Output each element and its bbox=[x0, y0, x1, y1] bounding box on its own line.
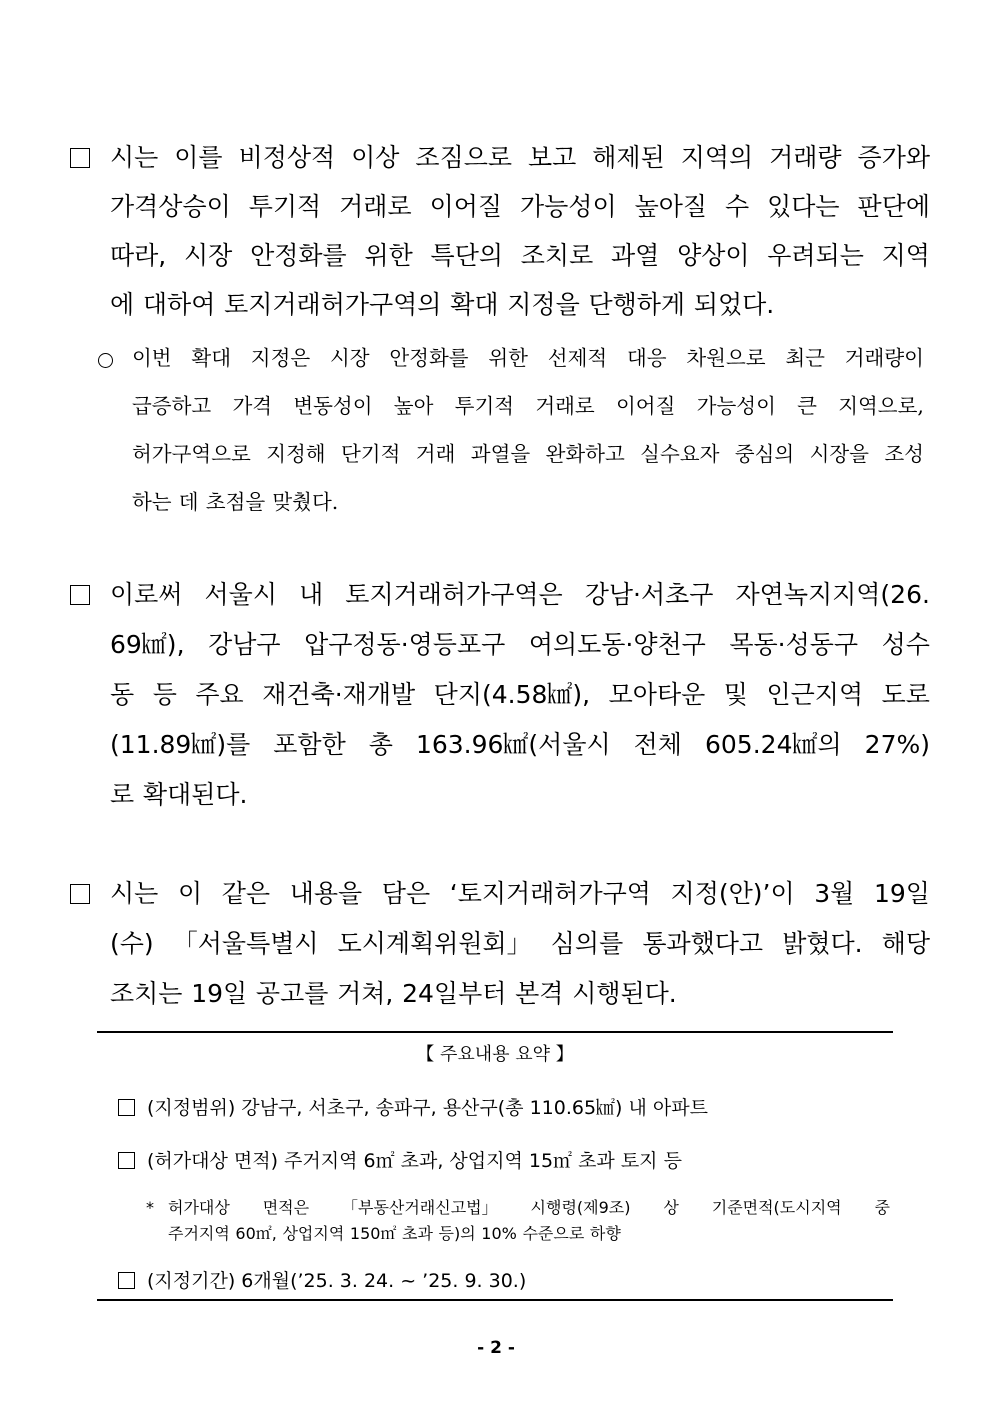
checkbox-bullet-icon bbox=[70, 884, 90, 904]
word: 비정상적 bbox=[238, 143, 336, 172]
word: 가격상승이 bbox=[110, 192, 231, 221]
line bbox=[132, 487, 924, 517]
word: 시장을 bbox=[809, 442, 869, 466]
paragraph-2-text bbox=[110, 579, 930, 810]
word: 토지거래허가구역의 bbox=[224, 290, 442, 319]
summary-note-text bbox=[168, 1195, 890, 1247]
word: 로 bbox=[110, 780, 135, 809]
word: 높아질 bbox=[634, 192, 708, 221]
word: 위한 bbox=[364, 241, 413, 270]
word: 공고를 bbox=[255, 979, 329, 1008]
word: 안정화를 bbox=[250, 241, 347, 270]
summary-item-period bbox=[118, 1267, 526, 1295]
word: ‘토지거래허가구역 bbox=[449, 879, 651, 908]
word: 있다는 bbox=[767, 192, 840, 221]
word: 데 bbox=[178, 490, 199, 514]
word: 거래로 bbox=[339, 192, 412, 221]
line bbox=[110, 579, 930, 610]
word: 투기적 bbox=[454, 394, 515, 418]
line bbox=[110, 240, 930, 271]
word: 단기적 bbox=[341, 442, 401, 466]
note-asterisk: * bbox=[146, 1198, 154, 1217]
line bbox=[132, 439, 924, 469]
word: 조치로 bbox=[520, 241, 594, 270]
word: 특단의 bbox=[430, 241, 503, 270]
word: 150㎡ bbox=[349, 1224, 397, 1243]
summary-item-period-text: (지정기간) 6개월(’25. 3. 24. ~ ’25. 9. 30.) bbox=[147, 1270, 527, 1292]
word: 중 bbox=[874, 1198, 890, 1217]
line bbox=[110, 729, 930, 760]
word: 지역 bbox=[881, 241, 930, 270]
summary-item-area bbox=[118, 1147, 682, 1175]
word: 확대된다. bbox=[142, 780, 248, 809]
word: 완화하고 bbox=[545, 442, 625, 466]
word: 인근지역 bbox=[766, 680, 864, 709]
word: 지정해 bbox=[266, 442, 326, 466]
word: 위한 bbox=[488, 346, 528, 370]
word: 맞췄다. bbox=[272, 490, 339, 514]
word: 가격 bbox=[232, 394, 273, 418]
word: 지정(안)’이 bbox=[670, 879, 795, 908]
word: 가능성이 bbox=[696, 394, 776, 418]
word: 판단에 bbox=[857, 192, 930, 221]
line bbox=[110, 191, 930, 222]
word: 3월 bbox=[814, 879, 855, 908]
sub-paragraph-1-text bbox=[132, 343, 924, 517]
word: 재건축·재개발 bbox=[262, 680, 416, 709]
word: 거래량이 bbox=[844, 346, 924, 370]
word: 단행하게 bbox=[588, 290, 686, 319]
summary-item-scope-text: (지정범위) 강남구, 서초구, 송파구, 용산구(총 110.65㎢) 내 아파트 bbox=[147, 1097, 708, 1119]
word: 토지거래허가구역은 bbox=[345, 580, 563, 609]
word: 시는 bbox=[110, 143, 159, 172]
word: 확대 bbox=[450, 290, 499, 319]
word: 강남구 bbox=[208, 630, 281, 659]
word: 대응 bbox=[626, 346, 667, 370]
paragraph-1-text bbox=[110, 142, 930, 338]
word: 목동·성동구 bbox=[729, 630, 859, 659]
word: 이어질 bbox=[616, 394, 676, 418]
word: 및 bbox=[723, 680, 748, 709]
line bbox=[110, 629, 930, 660]
word: 중심의 bbox=[734, 442, 795, 466]
word: 급증하고 bbox=[132, 394, 212, 418]
summary-top-rule bbox=[97, 1031, 893, 1033]
word: 「부동산거래신고법」 bbox=[341, 1198, 498, 1217]
word: (11.89㎢)를 bbox=[110, 730, 251, 759]
word: 도시계획위원회」 bbox=[337, 929, 532, 958]
checkbox-bullet-icon bbox=[118, 1272, 135, 1289]
word: 과열을 bbox=[470, 442, 531, 466]
word: 27%) bbox=[864, 730, 930, 759]
summary-title: 【 주요내용 요약 】 bbox=[416, 1044, 574, 1065]
word: 거래 bbox=[415, 442, 456, 466]
word: 최근 bbox=[785, 346, 825, 370]
word: 통과했다고 bbox=[642, 929, 764, 958]
word: 해제된 bbox=[592, 143, 665, 172]
word: 수준으로 bbox=[522, 1224, 585, 1243]
word: 605.24㎢의 bbox=[705, 730, 842, 759]
word: 내용을 bbox=[289, 879, 363, 908]
word: 하향 bbox=[589, 1224, 621, 1243]
word: 같은 bbox=[221, 879, 271, 908]
word: 등 bbox=[152, 680, 177, 709]
word: 가능성이 bbox=[520, 192, 617, 221]
summary-bottom-rule bbox=[97, 1299, 893, 1301]
checkbox-bullet-icon bbox=[70, 148, 90, 168]
word: 확대 bbox=[191, 346, 231, 370]
word: 전체 bbox=[633, 730, 682, 759]
word: 선제적 bbox=[547, 346, 608, 370]
word: 자연녹지지역(26. bbox=[735, 580, 930, 609]
word: 과열 bbox=[610, 241, 660, 270]
word: 수 bbox=[725, 192, 750, 221]
line bbox=[110, 928, 930, 959]
word: 허가대상 bbox=[168, 1198, 230, 1217]
word: 모아타운 bbox=[608, 680, 706, 709]
word: 밝혔다. bbox=[782, 929, 863, 958]
word: 시행령(제9조) bbox=[530, 1198, 631, 1217]
word: 조짐으로 bbox=[415, 143, 513, 172]
note-line bbox=[168, 1221, 890, 1247]
checkbox-bullet-icon bbox=[118, 1152, 135, 1169]
word: 지역으로, bbox=[838, 394, 924, 418]
word: 「서울특별시 bbox=[172, 929, 319, 958]
word: 19일 bbox=[873, 879, 930, 908]
word: 시장 bbox=[329, 346, 370, 370]
word: 안정화를 bbox=[389, 346, 469, 370]
word: 시행된다. bbox=[572, 979, 677, 1008]
word: 서울시 bbox=[204, 580, 277, 609]
summary-item-area-text: (허가대상 면적) 주거지역 6㎡ 초과, 상업지역 15㎡ 초과 토지 등 bbox=[147, 1150, 682, 1172]
word: 양상이 bbox=[677, 241, 750, 270]
line bbox=[132, 343, 924, 373]
word: 지정을 bbox=[507, 290, 580, 319]
word: 69㎢), bbox=[110, 630, 185, 659]
circle-bullet-icon bbox=[98, 353, 113, 368]
word: 기준면적(도시지역 bbox=[711, 1198, 842, 1217]
word: 실수요자 bbox=[640, 442, 720, 466]
paragraph-3-text bbox=[110, 878, 930, 1009]
line bbox=[110, 779, 930, 810]
word: 조치는 bbox=[110, 979, 183, 1008]
line bbox=[110, 978, 930, 1009]
word: 이를 bbox=[174, 143, 223, 172]
word: 내 bbox=[299, 580, 324, 609]
word: 하는 bbox=[132, 490, 172, 514]
note-line bbox=[168, 1195, 890, 1221]
word: 변동성이 bbox=[293, 394, 373, 418]
word: 여의도동·양천구 bbox=[528, 630, 706, 659]
word: 이어질 bbox=[429, 192, 503, 221]
word: 큰 bbox=[797, 394, 817, 418]
word: 10% bbox=[481, 1224, 517, 1243]
summary-item-scope bbox=[118, 1094, 708, 1122]
word: 등)의 bbox=[438, 1224, 476, 1243]
word: 우려되는 bbox=[767, 241, 864, 270]
word: 24일부터 bbox=[402, 979, 507, 1008]
word: 포함한 bbox=[273, 730, 346, 759]
line bbox=[110, 878, 930, 909]
word: 초과 bbox=[402, 1224, 433, 1243]
word: 보고 bbox=[528, 143, 577, 172]
word: 따라, bbox=[110, 241, 167, 270]
word: 단지(4.58㎢), bbox=[433, 680, 591, 709]
page-number: - 2 - bbox=[477, 1338, 515, 1358]
line bbox=[132, 391, 924, 421]
word: (수) bbox=[110, 929, 154, 958]
word: 투기적 bbox=[248, 192, 322, 221]
word: 허가구역으로 bbox=[132, 442, 251, 466]
word: 도로 bbox=[881, 680, 930, 709]
word: 조성 bbox=[884, 442, 924, 466]
word: 상업지역 bbox=[282, 1224, 345, 1243]
word: 상 bbox=[663, 1198, 679, 1217]
word: 성수 bbox=[881, 630, 930, 659]
word: 심의를 bbox=[550, 929, 624, 958]
word: 시는 bbox=[110, 879, 159, 908]
word: 지정은 bbox=[250, 346, 311, 370]
word: 주거지역 bbox=[168, 1224, 230, 1243]
word: 지역의 bbox=[680, 143, 754, 172]
word: 높아 bbox=[393, 394, 434, 418]
word: 이로써 bbox=[110, 580, 183, 609]
word: 담은 bbox=[381, 879, 431, 908]
word: 60㎡, bbox=[235, 1224, 277, 1243]
line bbox=[110, 679, 930, 710]
word: 이상 bbox=[351, 143, 400, 172]
word: 대하여 bbox=[142, 290, 216, 319]
word: 초점을 bbox=[205, 490, 266, 514]
word: 총 bbox=[368, 730, 393, 759]
word: 본격 bbox=[515, 979, 564, 1008]
word: 되었다. bbox=[693, 290, 775, 319]
line bbox=[110, 289, 930, 320]
line bbox=[110, 142, 930, 173]
word: 면적은 bbox=[262, 1198, 310, 1217]
checkbox-bullet-icon bbox=[118, 1099, 135, 1116]
word: 증가와 bbox=[857, 143, 930, 172]
word: 압구정동·영등포구 bbox=[304, 630, 506, 659]
word: 해당 bbox=[881, 929, 930, 958]
word: 19일 bbox=[191, 979, 248, 1008]
word: 차원으로 bbox=[686, 346, 766, 370]
word: 거래량 bbox=[769, 143, 842, 172]
word: 주요 bbox=[195, 680, 244, 709]
word: 거래로 bbox=[535, 394, 595, 418]
word: 이 bbox=[177, 879, 203, 908]
word: 163.96㎢(서울시 bbox=[415, 730, 611, 759]
checkbox-bullet-icon bbox=[70, 585, 90, 605]
word: 동 bbox=[110, 680, 135, 709]
word: 강남·서초구 bbox=[584, 580, 714, 609]
word: 거쳐, bbox=[337, 979, 394, 1008]
word: 에 bbox=[110, 290, 135, 319]
word: 이번 bbox=[132, 346, 172, 370]
word: 시장 bbox=[184, 241, 233, 270]
